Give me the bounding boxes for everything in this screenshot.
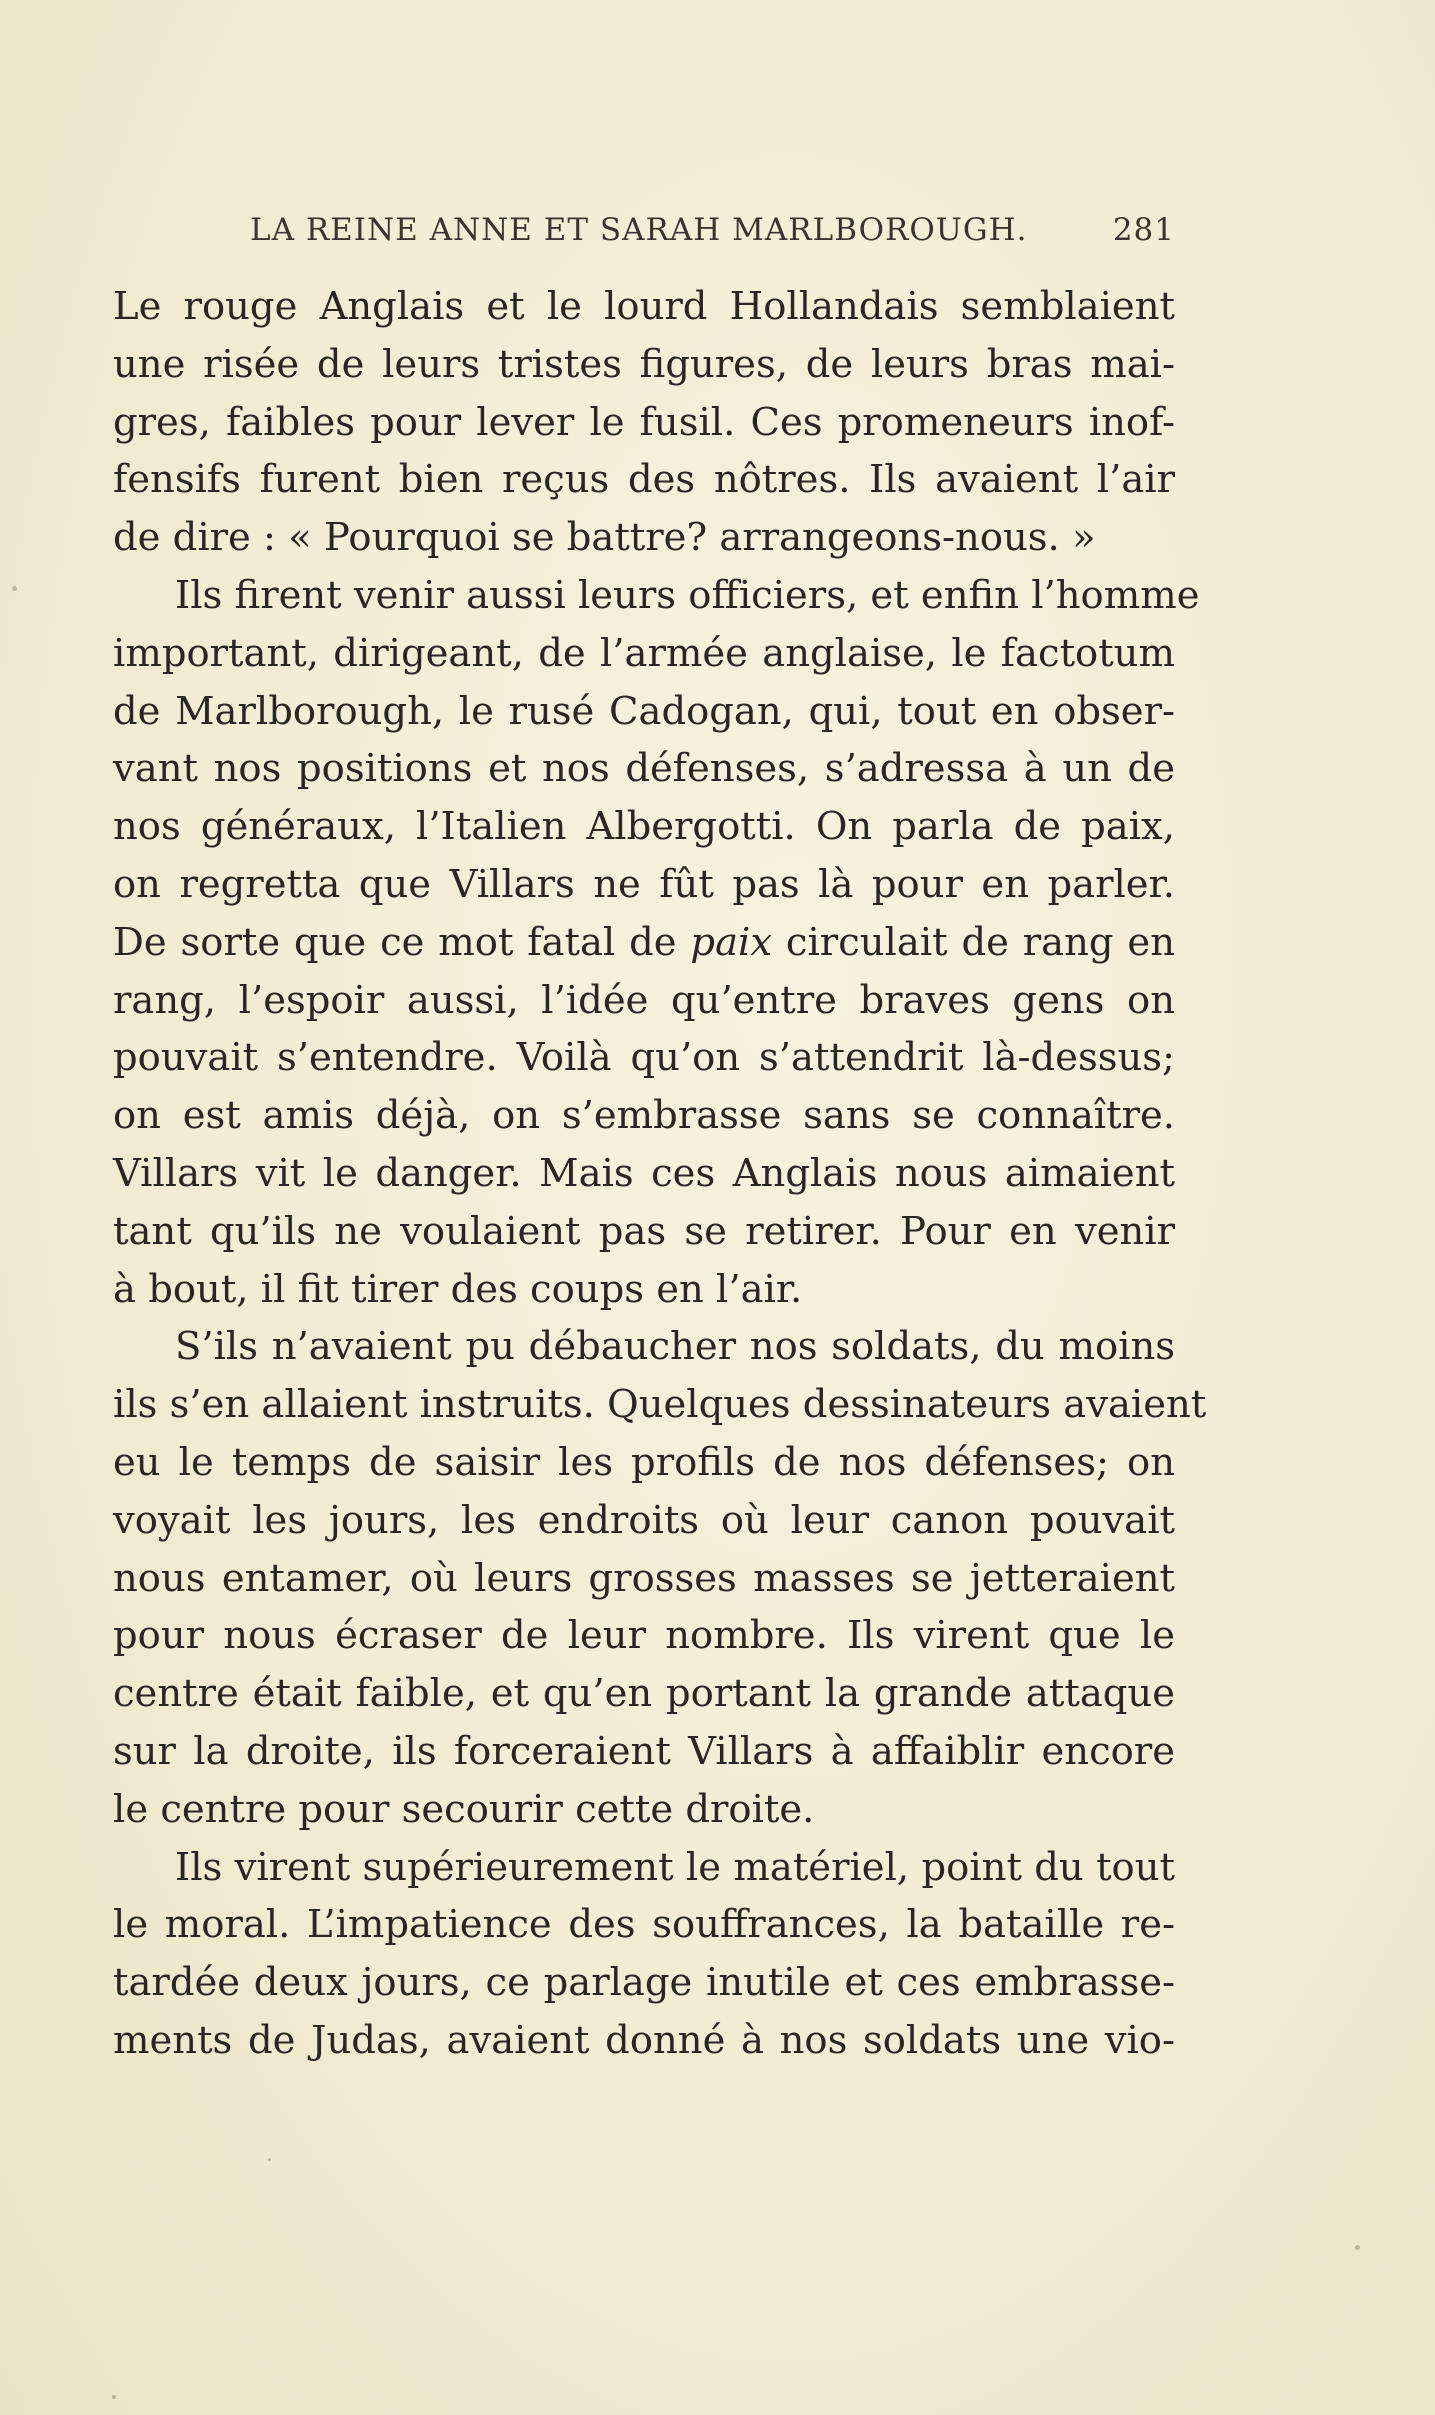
text-line: de Marlborough, le rusé Cadogan, qui, tout en obser- — [113, 688, 1175, 734]
paper-speck — [1355, 2245, 1360, 2250]
running-title: LA REINE ANNE ET SARAH MARLBOROUGH. — [250, 212, 1028, 248]
text-line: le moral. L’impatience des souffrances, la bataille re- — [113, 1902, 1175, 1948]
paper-speck — [12, 586, 17, 591]
text-line: une risée de leurs tristes figures, de leurs bras mai- — [113, 341, 1175, 387]
text-segment: De sorte que ce mot fatal de — [113, 919, 691, 965]
paper-speck — [112, 2395, 116, 2399]
text-line: on regretta que Villars ne fût pas là pour en parler. — [113, 861, 1175, 907]
text-line: le centre pour secourir cette droite. — [113, 1786, 815, 1832]
paper-speck — [268, 2158, 271, 2161]
running-head — [113, 212, 1175, 262]
text-line: Ils virent supérieurement le matériel, point du tout — [175, 1844, 1175, 1890]
text-line: tardée deux jours, ce parlage inutile et ces embrasse- — [113, 1960, 1175, 2006]
text-line: rang, l’espoir aussi, l’idée qu’entre braves gens on — [113, 977, 1175, 1023]
text-line: de dire : « Pourquoi se battre? arrangeons-nous. » — [113, 515, 1096, 561]
text-line: voyait les jours, les endroits où leur canon pouvait — [113, 1497, 1175, 1543]
text-line: sur la droite, ils forceraient Villars à affaiblir encore — [113, 1728, 1175, 1774]
text-line: eu le temps de saisir les profils de nos défenses; on — [113, 1439, 1175, 1485]
text-line: centre était faible, et qu’en portant la grande attaque — [113, 1671, 1175, 1717]
text-line: Villars vit le danger. Mais ces Anglais nous aimaient — [113, 1150, 1175, 1196]
text-line: nous entamer, où leurs grosses masses se jetteraient — [113, 1555, 1175, 1601]
text-line: important, dirigeant, de l’armée anglaise, le factotum — [113, 630, 1175, 676]
text-line: S’ils n’avaient pu débaucher nos soldats, du moins — [175, 1324, 1175, 1370]
text-line: Le rouge Anglais et le lourd Hollandais semblaient — [113, 284, 1175, 329]
text-line: pour nous écraser de leur nombre. Ils virent que le — [113, 1613, 1175, 1659]
text-line: vant nos positions et nos défenses, s’adressa à un de — [113, 746, 1175, 792]
page-number: 281 — [1112, 212, 1175, 248]
text-line: nos généraux, l’Italien Albergotti. On parla de paix, — [113, 804, 1175, 850]
emphasized-word: paix — [690, 919, 773, 965]
text-segment: circulait de rang en — [772, 919, 1176, 965]
text-line: on est amis déjà, on s’embrasse sans se connaître. — [113, 1093, 1175, 1139]
text-line: pouvait s’entendre. Voilà qu’on s’attendrit là-dessus; — [113, 1035, 1175, 1081]
text-line — [113, 914, 1175, 972]
text-line: Ils firent venir aussi leurs officiers, et enfin l’homme — [175, 572, 1200, 618]
text-line: gres, faibles pour lever le fusil. Ces promeneurs inof- — [113, 399, 1175, 445]
text-line: tant qu’ils ne voulaient pas se retirer. Pour en venir — [113, 1208, 1175, 1254]
body-text — [113, 278, 1207, 2070]
text-line: ils s’en allaient instruits. Quelques dessinateurs avaient — [113, 1382, 1207, 1428]
text-line: fensifs furent bien reçus des nôtres. Ils avaient l’air — [113, 457, 1175, 503]
text-line: ments de Judas, avaient donné à nos soldats une vio- — [113, 2017, 1175, 2063]
text-line: à bout, il fit tirer des coups en l’air. — [113, 1266, 803, 1312]
